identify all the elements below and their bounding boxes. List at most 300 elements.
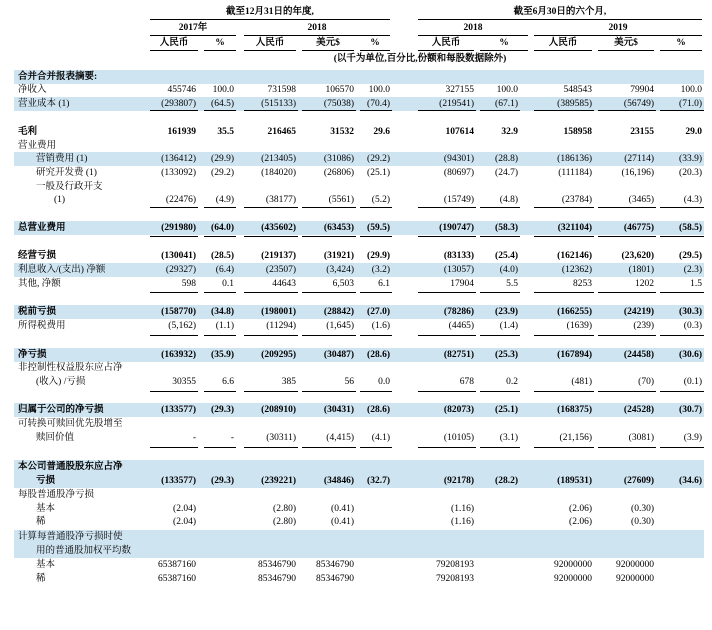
sum-rule: [660, 292, 704, 293]
sum-rule: [244, 292, 298, 293]
sum-rule: [480, 335, 520, 336]
row-cell: 385: [281, 377, 296, 387]
row-cell: (2.80): [273, 504, 296, 514]
row-cell: (186136): [557, 154, 592, 164]
sum-rule: [204, 207, 236, 208]
row-cell: (75038): [323, 99, 354, 109]
unit-header-pct-2018: %: [360, 37, 390, 51]
sum-rule: [480, 110, 520, 111]
row-cell: (2.06): [569, 517, 592, 527]
row-label: 营销费用 (1): [36, 154, 88, 164]
sum-rule: [480, 207, 520, 208]
row-cell: (46775): [623, 223, 654, 233]
row-cell: (29.9): [211, 154, 234, 164]
row-cell: (481): [571, 377, 592, 387]
sum-rule: [660, 236, 704, 237]
row-cell: (133577): [161, 405, 196, 415]
table-row: [0, 264, 712, 277]
row-cell: (64.5): [211, 99, 234, 109]
row-cell: (1.6): [371, 321, 390, 331]
row-cell: (24528): [623, 405, 654, 415]
row-cell: (63453): [323, 223, 354, 233]
row-cell: (1.1): [215, 321, 234, 331]
sum-rule: [418, 335, 476, 336]
row-cell: (208910): [261, 405, 296, 415]
sum-rule: [598, 110, 656, 111]
row-cell: (4.3): [683, 195, 702, 205]
table-row: [0, 531, 712, 544]
row-cell: (1.16): [451, 504, 474, 514]
sum-rule: [598, 292, 656, 293]
row-cell: (71.0): [679, 99, 702, 109]
row-cell: (28.6): [367, 350, 390, 360]
row-cell: (2.04): [173, 517, 196, 527]
row-cell: (3.1): [499, 433, 518, 443]
row-cell: 216465: [267, 127, 296, 137]
row-cell: (16,196): [621, 168, 654, 178]
row-label: 赎回价值: [36, 433, 75, 443]
sum-rule: [204, 447, 236, 448]
row-label: 稀: [36, 574, 46, 584]
row-cell: (23507): [265, 265, 296, 275]
sum-rule: [204, 391, 236, 392]
row-cell: (4.9): [215, 195, 234, 205]
year-header-2019-half: 2019: [534, 22, 702, 36]
row-cell: (67.1): [495, 99, 518, 109]
row-cell: (435602): [261, 223, 296, 233]
row-label: 基本: [36, 504, 56, 514]
row-cell: (31921): [323, 251, 354, 261]
table-row: [0, 376, 712, 389]
row-cell: (29.9): [367, 251, 390, 261]
row-cell: (24458): [623, 350, 654, 360]
sum-rule: [302, 110, 356, 111]
sum-rule: [150, 447, 198, 448]
row-cell: 29.0: [685, 127, 702, 137]
row-cell: (35.9): [211, 350, 234, 360]
row-cell: (21,156): [559, 433, 592, 443]
row-cell: (80697): [443, 168, 474, 178]
row-cell: (70): [638, 377, 654, 387]
row-cell: (1.16): [451, 517, 474, 527]
row-label: 营业费用: [18, 141, 57, 151]
row-cell: (58.5): [679, 223, 702, 233]
row-cell: 1202: [635, 279, 654, 289]
row-cell: (5,162): [168, 321, 196, 331]
row-cell: 548543: [563, 85, 592, 95]
row-label: 净亏损: [18, 350, 47, 360]
row-cell: (28.6): [367, 405, 390, 415]
row-cell: (0.30): [631, 517, 654, 527]
sum-rule: [150, 207, 198, 208]
row-cell: 92000000: [616, 560, 654, 570]
table-row: [0, 545, 712, 558]
row-cell: 85346790: [258, 560, 296, 570]
sum-rule: [302, 391, 356, 392]
row-cell: 29.6: [373, 127, 390, 137]
table-row: [0, 84, 712, 97]
row-cell: (13057): [443, 265, 474, 275]
row-cell: 8253: [573, 279, 592, 289]
row-label: 归属于公司的净亏损: [18, 405, 104, 415]
row-cell: (3081): [628, 433, 654, 443]
row-label: (收入) /亏损: [36, 377, 86, 387]
row-cell: 0.0: [378, 377, 390, 387]
row-cell: (38177): [265, 195, 296, 205]
table-row: [0, 306, 712, 319]
sum-rule: [534, 335, 594, 336]
row-cell: (3.9): [683, 433, 702, 443]
year-header-2017: 2017年: [150, 22, 236, 36]
row-cell: (213405): [261, 154, 296, 164]
sum-rule: [150, 335, 198, 336]
sum-rule: [480, 447, 520, 448]
sum-rule: [244, 391, 298, 392]
row-label: 计算每普通股净亏损时使: [18, 532, 123, 542]
row-cell: (2.80): [273, 517, 296, 527]
sum-rule: [534, 110, 594, 111]
row-cell: (1639): [566, 321, 592, 331]
row-cell: 92000000: [616, 574, 654, 584]
row-cell: (32.7): [367, 476, 390, 486]
row-cell: 731598: [267, 85, 296, 95]
sum-rule: [360, 292, 392, 293]
sum-rule: [302, 207, 356, 208]
table-row: [0, 489, 712, 502]
table-row: [0, 181, 712, 194]
table-row: [0, 432, 712, 445]
table-row: [0, 404, 712, 417]
row-cell: (190747): [439, 223, 474, 233]
sum-rule: [598, 447, 656, 448]
row-cell: 79208193: [436, 560, 474, 570]
row-cell: (28.5): [211, 251, 234, 261]
table-row: [0, 278, 712, 291]
sum-rule: [150, 292, 198, 293]
row-label: 一般及行政开支: [36, 182, 103, 192]
row-cell: (22476): [165, 195, 196, 205]
row-cell: (29.5): [679, 251, 702, 261]
row-label: 净收入: [18, 85, 47, 95]
row-label: 毛利: [18, 127, 38, 137]
row-cell: (28.8): [495, 154, 518, 164]
row-cell: (27114): [624, 154, 654, 164]
table-row: [0, 126, 712, 139]
row-cell: (2.3): [683, 265, 702, 275]
row-cell: (82073): [443, 405, 474, 415]
sum-rule: [360, 335, 392, 336]
row-cell: (4465): [448, 321, 474, 331]
sum-rule: [598, 391, 656, 392]
row-cell: (133577): [161, 476, 196, 486]
row-label: 税前亏损: [18, 307, 57, 317]
table-row: [0, 362, 712, 375]
row-cell: (30311): [266, 433, 296, 443]
row-cell: 31532: [330, 127, 354, 137]
row-label: 其他, 净额: [18, 279, 61, 289]
row-label: 用的普通股加权平均数: [36, 546, 132, 556]
sum-rule: [480, 391, 520, 392]
row-cell: (28842): [323, 307, 354, 317]
row-cell: (3.2): [371, 265, 390, 275]
row-cell: (30.7): [679, 405, 702, 415]
sum-rule: [418, 110, 476, 111]
row-cell: (29.3): [211, 405, 234, 415]
row-cell: (25.1): [367, 168, 390, 178]
row-cell: (28.2): [495, 476, 518, 486]
row-cell: (27609): [623, 476, 654, 486]
row-cell: (24.7): [495, 168, 518, 178]
row-cell: (219541): [439, 99, 474, 109]
row-cell: 455746: [167, 85, 196, 95]
sum-rule: [660, 447, 704, 448]
row-cell: (25.3): [495, 350, 518, 360]
row-cell: 100.0: [212, 85, 234, 95]
row-cell: (30487): [323, 350, 354, 360]
row-cell: (26806): [323, 168, 354, 178]
row-cell: 158958: [563, 127, 592, 137]
sum-rule: [418, 447, 476, 448]
sum-rule: [660, 391, 704, 392]
row-cell: (25.1): [495, 405, 518, 415]
row-cell: (4.1): [371, 433, 390, 443]
row-cell: (136412): [161, 154, 196, 164]
row-label: 本公司普通股股东应占净: [18, 462, 123, 472]
row-cell: (239): [633, 321, 654, 331]
row-cell: (1801): [628, 265, 654, 275]
row-cell: 35.5: [217, 127, 234, 137]
row-cell: (24219): [623, 307, 654, 317]
unit-header-usd-2018: 美元$: [302, 37, 354, 51]
row-cell: 106570: [325, 85, 354, 95]
table-row: [0, 461, 712, 474]
row-label: 合并合并报表摘要:: [18, 72, 98, 82]
row-cell: (163932): [161, 350, 196, 360]
row-cell: (29.2): [367, 154, 390, 164]
sum-rule: [480, 292, 520, 293]
sum-rule: [534, 236, 594, 237]
row-cell: (2.04): [173, 504, 196, 514]
sum-rule: [660, 110, 704, 111]
sum-rule: [204, 236, 236, 237]
row-cell: (30.6): [679, 350, 702, 360]
row-cell: (389585): [557, 99, 592, 109]
row-cell: 0.2: [506, 377, 518, 387]
sum-rule: [598, 335, 656, 336]
row-label: 每股普通股净亏损: [18, 490, 95, 500]
table-row: [0, 153, 712, 166]
sum-rule: [418, 292, 476, 293]
units-note: (以千为单位,百分比,份额和每股数据除外): [333, 54, 507, 64]
row-cell: (31086): [323, 154, 354, 164]
row-label: (1): [54, 195, 66, 205]
row-cell: (3,424): [326, 265, 354, 275]
row-cell: (219137): [261, 251, 296, 261]
row-cell: (20.3): [679, 168, 702, 178]
row-cell: (515133): [261, 99, 296, 109]
sum-rule: [302, 335, 356, 336]
row-cell: (209295): [261, 350, 296, 360]
sum-rule: [418, 207, 476, 208]
row-cell: 0.1: [222, 279, 234, 289]
row-cell: (5561): [328, 195, 354, 205]
row-cell: (27.0): [367, 307, 390, 317]
sum-rule: [244, 236, 298, 237]
row-cell: (166255): [557, 307, 592, 317]
row-cell: (293807): [161, 99, 196, 109]
sum-rule: [302, 236, 356, 237]
row-cell: (58.3): [495, 223, 518, 233]
table-row: [0, 559, 712, 572]
row-cell: (6.4): [215, 265, 234, 275]
row-cell: 17904: [450, 279, 474, 289]
row-cell: (23.9): [495, 307, 518, 317]
table-row: [0, 516, 712, 529]
row-cell: (1.4): [499, 321, 518, 331]
table-row: [0, 349, 712, 362]
row-cell: (198001): [261, 307, 296, 317]
table-row: [0, 320, 712, 333]
row-cell: (4.8): [499, 195, 518, 205]
sum-rule: [360, 391, 392, 392]
sum-rule: [150, 110, 198, 111]
sum-rule: [660, 207, 704, 208]
row-label: 研究开发费 (1): [36, 168, 97, 178]
row-cell: 5.5: [506, 279, 518, 289]
sum-rule: [204, 335, 236, 336]
row-cell: (34846): [323, 476, 354, 486]
row-cell: (10105): [443, 433, 474, 443]
row-cell: 100.0: [368, 85, 390, 95]
row-cell: 100.0: [496, 85, 518, 95]
table-row: [0, 71, 712, 84]
row-cell: (0.41): [331, 517, 354, 527]
sum-rule: [302, 447, 356, 448]
row-cell: 85346790: [258, 574, 296, 584]
row-label: 非控制性权益股东应占净: [18, 363, 123, 373]
row-cell: (0.41): [331, 504, 354, 514]
sum-rule: [534, 292, 594, 293]
sum-rule: [534, 447, 594, 448]
row-cell: (189531): [557, 476, 592, 486]
row-label: 营业成本 (1): [18, 99, 70, 109]
row-label: 基本: [36, 560, 56, 570]
period-header-year: 截至12月31日的年度,: [150, 6, 390, 20]
row-cell: (15749): [443, 195, 474, 205]
row-cell: (0.1): [683, 377, 702, 387]
sum-rule: [598, 207, 656, 208]
sum-rule: [534, 391, 594, 392]
sum-rule: [204, 110, 236, 111]
row-cell: (184020): [261, 168, 296, 178]
row-cell: (56749): [623, 99, 654, 109]
sum-rule: [150, 391, 198, 392]
row-cell: 79208193: [436, 574, 474, 584]
row-cell: (4.0): [499, 265, 518, 275]
row-cell: (34.8): [211, 307, 234, 317]
row-cell: (29327): [165, 265, 196, 275]
row-label: 经营亏损: [18, 251, 57, 261]
table-row: [0, 418, 712, 431]
row-cell: 92000000: [554, 574, 592, 584]
row-cell: 1.5: [690, 279, 702, 289]
row-cell: (92178): [443, 476, 474, 486]
sum-rule: [360, 110, 392, 111]
row-cell: (130041): [161, 251, 196, 261]
row-label: 亏损: [36, 476, 56, 486]
row-cell: 30355: [172, 377, 196, 387]
row-cell: 85346790: [316, 574, 354, 584]
row-cell: (1,645): [326, 321, 354, 331]
row-cell: (239221): [261, 476, 296, 486]
sum-rule: [360, 236, 392, 237]
sum-rule: [534, 207, 594, 208]
row-cell: 44643: [272, 279, 296, 289]
unit-header-usd-2019-half: 美元$: [598, 37, 654, 51]
row-cell: (321104): [557, 223, 592, 233]
row-cell: 678: [459, 377, 474, 387]
row-cell: 100.0: [680, 85, 702, 95]
sum-rule: [244, 335, 298, 336]
row-cell: 56: [344, 377, 354, 387]
unit-header-pct-2019-half: %: [660, 37, 702, 51]
table-row: [0, 503, 712, 516]
row-cell: 6,503: [332, 279, 354, 289]
row-label: 稀: [36, 517, 46, 527]
row-cell: (291980): [161, 223, 196, 233]
sum-rule: [244, 447, 298, 448]
row-cell: (12362): [561, 265, 592, 275]
unit-header-rmb-2019-half: 人民币: [534, 37, 592, 51]
row-cell: 6.1: [378, 279, 390, 289]
row-cell: -: [192, 433, 196, 443]
row-label: 总营业费用: [18, 223, 66, 233]
sum-rule: [480, 236, 520, 237]
row-cell: (4,415): [326, 433, 354, 443]
row-cell: (33.9): [679, 154, 702, 164]
row-cell: 598: [181, 279, 196, 289]
row-cell: (64.0): [211, 223, 234, 233]
row-cell: (3465): [628, 195, 654, 205]
row-cell: 85346790: [316, 560, 354, 570]
row-cell: (2.06): [569, 504, 592, 514]
sum-rule: [418, 391, 476, 392]
row-cell: 65387160: [158, 574, 196, 584]
row-cell: (82751): [443, 350, 474, 360]
period-header-half: 截至6月30日的六个月,: [418, 6, 702, 20]
row-cell: (25.4): [495, 251, 518, 261]
row-cell: -: [230, 433, 234, 443]
row-cell: (78286): [443, 307, 474, 317]
row-label: 利息收入/(支出) 净额: [18, 265, 106, 275]
row-cell: (133092): [161, 168, 196, 178]
table-row: [0, 222, 712, 235]
sum-rule: [150, 236, 198, 237]
sum-rule: [244, 207, 298, 208]
row-cell: 6.6: [222, 377, 234, 387]
row-cell: (30.3): [679, 307, 702, 317]
year-header-2018-half: 2018: [418, 22, 528, 36]
row-cell: (70.4): [367, 99, 390, 109]
row-cell: (83133): [443, 251, 474, 261]
row-cell: (111184): [558, 168, 592, 178]
row-label: 所得税费用: [18, 321, 66, 331]
row-cell: (59.5): [367, 223, 390, 233]
unit-header-pct-2017: %: [204, 37, 236, 51]
row-cell: (29.2): [211, 168, 234, 178]
row-cell: 79904: [630, 85, 654, 95]
row-cell: (23784): [561, 195, 592, 205]
